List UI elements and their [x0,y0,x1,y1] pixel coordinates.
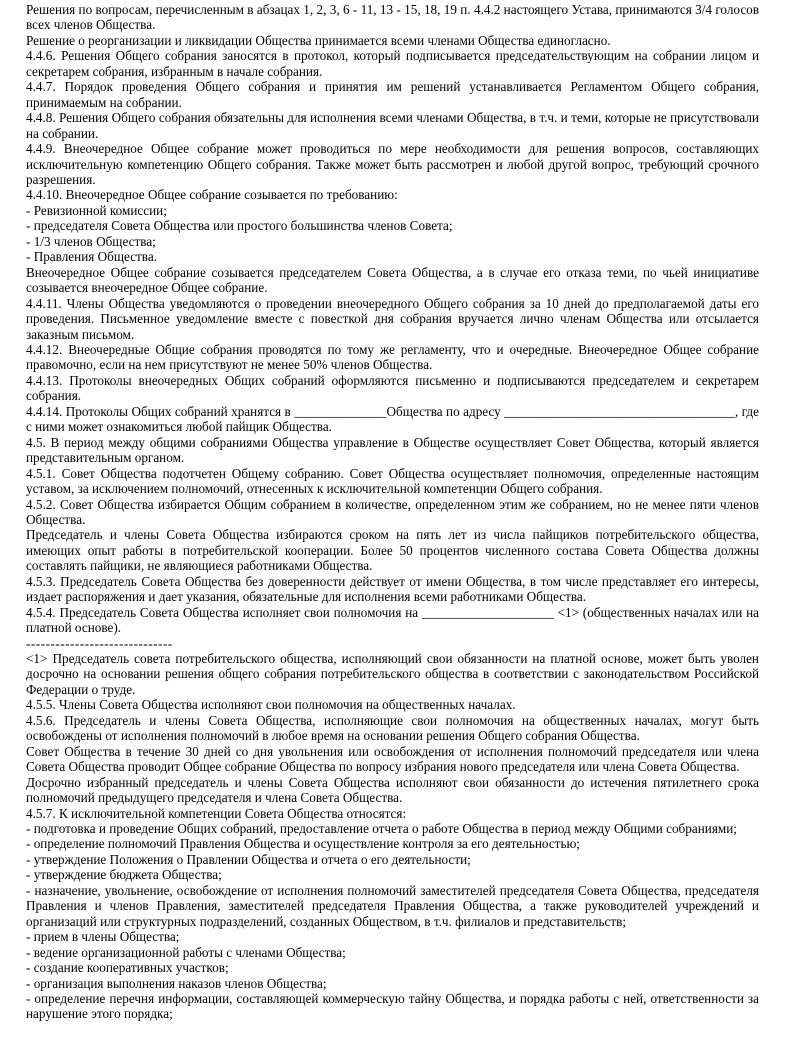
doc-paragraph: 4.4.11. Члены Общества уведомляются о проведении внеочередного Общего собрания за 10 дней до предполагаемой даты его проведения. Письменное уведомление вместе с повесткой дня собрания вручается лично членам Общества или отсылается заказным письмом. [26,295,759,342]
list-item: - подготовка и проведение Общих собраний, предоставление отчета о работе Общества в период между Общими собраниями; [26,821,737,837]
doc-paragraph: 4.5.3. Председатель Совета Общества без доверенности действует от имени Общества, в том числе представляет его интересы, издает распоряжения и дает указания, обязательные для исполнения всеми работниками Общества. [26,573,759,605]
list-item: - 1/3 членов Общества; [26,233,156,249]
footnote-text: <1> Председатель совета потребительского общества, исполняющий свои обязанности на платной основе, может быть уволен досрочно на основании решения общего собрания потребительского общества в соответствии с законодательством Российской Федерации о труде. [26,651,759,697]
list-item: - ведение организационной работы с членами Общества; [26,944,346,960]
list-item: - создание кооперативных участков; [26,960,229,976]
doc-paragraph: 4.4.13. Протоколы внеочередных Общих собраний оформляются письменно и подписываются председателем и секретарем собрания. [26,372,759,404]
doc-paragraph: 4.5.5. Члены Совета Общества исполняют свои полномочия на общественных началах. [26,697,516,713]
doc-paragraph: 4.5.4. Председатель Совета Общества исполняет свои полномочия на ____________________ <1> (общественных началах или на платной основе). [26,604,759,636]
list-item: - прием в члены Общества; [26,929,180,945]
doc-paragraph: Досрочно избранный председатель и члены Совета Общества исполняют свои обязанности до истечения пятилетнего срока полномочий предыдущего председателя и члена Совета Общества. [26,774,759,806]
doc-paragraph: 4.5.7. К исключительной компетенции Совета Общества относятся: [26,805,407,821]
doc-paragraph: Председатель и члены Совета Общества избираются сроком на пять лет из числа пайщиков потребительского общества, имеющих опыт работы в потребительской кооперации. Более 50 процентов численного состава Совета Общества должны составлять пайщики, не являющиеся работниками Общества. [26,527,759,574]
doc-paragraph: 4.5.1. Совет Общества подотчетен Общему собранию. Совет Общества осуществляет полномочия, определенные настоящим уставом, за исключением полномочий, отнесенных к исключительной компетенции Общего собрания. [26,465,759,497]
list-item: - Правления Общества. [26,249,158,265]
doc-paragraph: Внеочередное Общее собрание созывается председателем Совета Общества, а в случае его отказа теми, по чьей инициативе созывается внеочередное Общее собрание. [26,264,759,296]
doc-paragraph: Решение о реорганизации и ликвидации Общества принимается всеми членами Общества единогласно. [26,32,611,48]
list-item: - определение полномочий Правления Общества и осуществление контроля за его деятельностью; [26,836,580,852]
doc-paragraph: Решения по вопросам, перечисленным в абзацах 1, 2, 3, 6 - 11, 13 - 15, 18, 19 п. 4.4.2 настоящего Устава, принимаются 3/4 голосов всех членов Общества. [26,2,759,33]
list-item: - утверждение Положения о Правлении Общества и отчета о его деятельности; [26,851,471,867]
list-item: - организация выполнения наказов членов Общества; [26,975,327,991]
dashed-separator: ------------------------------ [26,635,173,651]
doc-paragraph: 4.4.8. Решения Общего собрания обязательны для исполнения всеми членами Общества, в т.ч. и теми, которые не присутствовали на собрании. [26,110,759,141]
doc-paragraph: 4.4.12. Внеочередные Общие собрания проводятся по тому же регламенту, что и очередные. Внеочередное Общее собрание правомочно, если на нем присутствуют не менее 50% членов Общества. [26,341,759,373]
list-item: - Ревизионной комиссии; [26,202,167,218]
list-item: - утверждение бюджета Общества; [26,867,222,883]
doc-paragraph: 4.5.6. Председатель и члены Совета Общества, исполняющие свои полномочия на общественных началах, могут быть освобождены от исполнения полномочий в любое время на основании решения Общего собрания Общества. [26,712,759,744]
list-item: - председателя Совета Общества или простого большинства членов Совета; [26,218,453,234]
doc-paragraph: 4.4.7. Порядок проведения Общего собрания и принятия им решений устанавливается Регламентом Общего собрания, принимаемым на собрании. [26,79,759,110]
doc-paragraph: 4.4.9. Внеочередное Общее собрание может проводиться по мере необходимости для решения вопросов, составляющих исключительную компетенцию Общего собрания. Также может быть рассмотрен и любой другой вопрос, требующий срочного разрешения. [26,141,759,187]
doc-paragraph: 4.5. В период между общими собраниями Общества управление в Обществе осуществляет Совет Общества, который является представительным органом. [26,434,759,466]
list-item: - определение перечня информации, составляющей коммерческую тайну Общества, и порядка работы с ней, ответственности за нарушение этого порядка; [26,991,759,1022]
doc-paragraph: 4.4.14. Протоколы Общих собраний хранятся в ______________Общества по адресу ___________________________________, где с ними может ознакомиться любой пайщик Общества. [26,403,759,435]
doc-paragraph: 4.4.6. Решения Общего собрания заносятся в протокол, который подписывается председательствующим на собрании лицом и секретарем собрания, избранным в начале собрания. [26,48,759,79]
doc-paragraph: 4.4.10. Внеочередное Общее собрание созывается по требованию: [26,187,398,203]
list-item: - назначение, увольнение, освобождение от исполнения полномочий заместителей председателя Совета Общества, председателя Правления и членов Правления, заместителей председателя Правления Общества, а также руководителей учреждений и организаций или структурных подразделений, созданных Обществом, в т.ч. филиалов и представительств; [26,882,759,929]
doc-paragraph: Совет Общества в течение 30 дней со дня увольнения или освобождения от исполнения полномочий председателя или члена Совета Общества проводит Общее собрание Общества по вопросу избрания нового председателя или члена Совета Общества. [26,743,759,775]
doc-paragraph: 4.5.2. Совет Общества избирается Общим собранием в количестве, определенном этим же собранием, но не менее пяти членов Общества. [26,496,759,527]
